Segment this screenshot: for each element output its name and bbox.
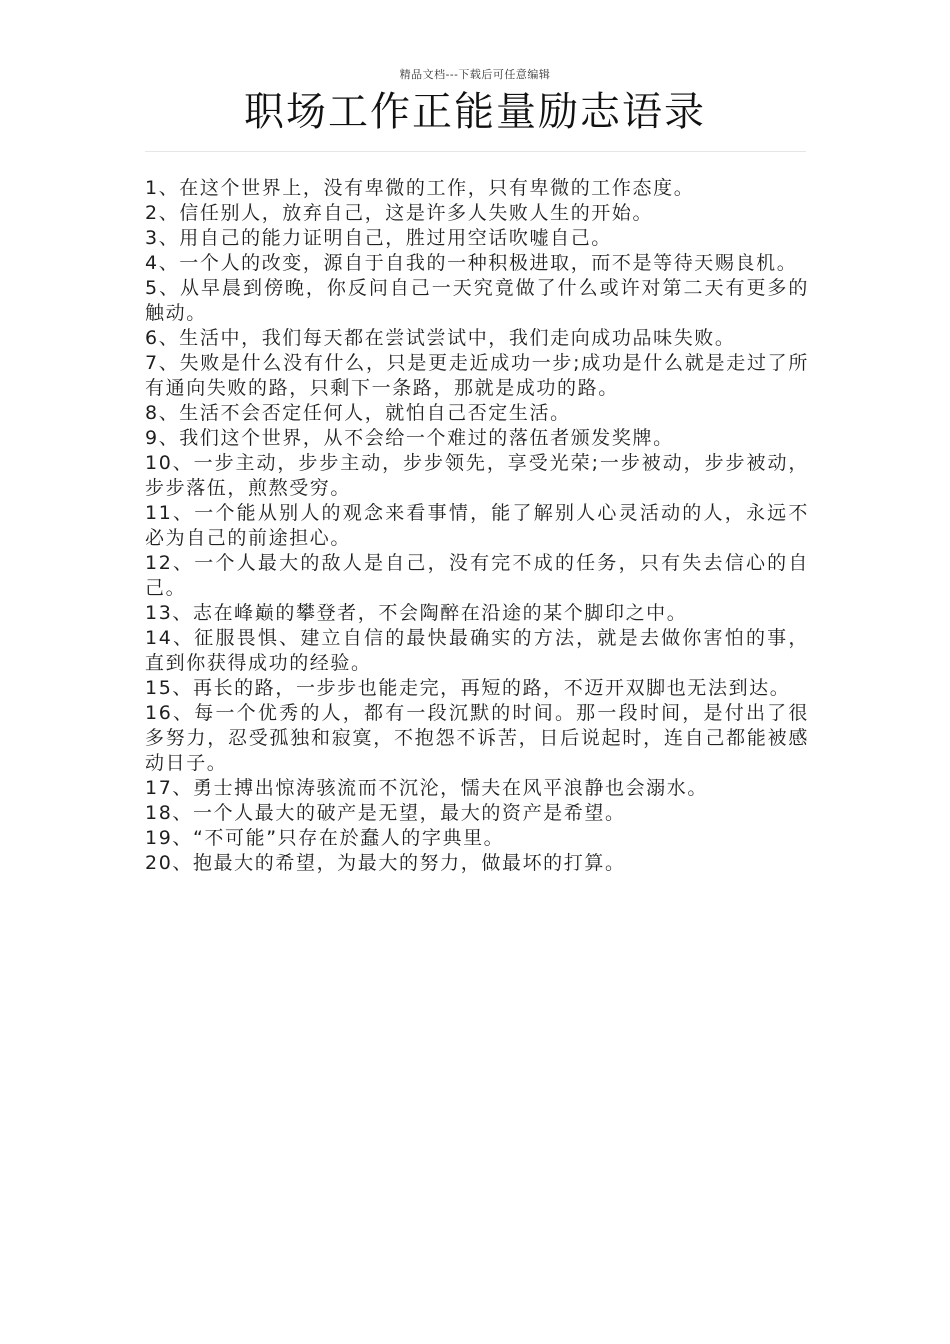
quote-item: 14、征服畏惧、建立自信的最快最确实的方法，就是去做你害怕的事，直到你获得成功的经验。 (145, 627, 809, 674)
title-divider (145, 151, 806, 152)
quote-item: 1、在这个世界上，没有卑微的工作，只有卑微的工作态度。 (145, 177, 695, 199)
quote-item: 9、我们这个世界，从不会给一个难过的落伍者颁发奖牌。 (145, 427, 674, 449)
quote-list (145, 176, 809, 876)
quote-item: 6、生活中，我们每天都在尝试尝试中，我们走向成功品味失败。 (145, 327, 736, 349)
quote-item: 11、一个能从别人的观念来看事情，能了解别人心灵活动的人，永远不必为自己的前途担心。 (145, 502, 809, 549)
quote-item: 13、志在峰巅的攀登者，不会陶醉在沿途的某个脚印之中。 (145, 602, 688, 624)
quote-item: 5、从早晨到傍晚，你反问自己一天究竟做了什么或许对第二天有更多的触动。 (145, 277, 809, 324)
quote-item: 19、“不可能”只存在於蠢人的字典里。 (145, 827, 505, 849)
quote-item: 10、一步主动，步步主动，步步领先，享受光荣;一步被动，步步被动，步步落伍，煎熬受穷。 (145, 452, 809, 499)
quote-item: 3、用自己的能力证明自己，胜过用空话吹嘘自己。 (145, 227, 612, 249)
quote-item: 16、每一个优秀的人，都有一段沉默的时间。那一段时间，是付出了很多努力，忍受孤独和寂寞，不抱怨不诉苦，日后说起时，连自己都能被感动日子。 (145, 702, 809, 774)
quote-item: 17、勇士搏出惊涛骇流而不沉沦，懦夫在风平浪静也会溺水。 (145, 777, 708, 799)
quote-item: 20、抱最大的希望，为最大的努力，做最坏的打算。 (145, 852, 626, 874)
quote-item: 8、生活不会否定任何人，就怕自己否定生活。 (145, 402, 571, 424)
page-title: 职场工作正能量励志语录 (244, 89, 706, 135)
quote-item: 7、失败是什么没有什么，只是更走近成功一步;成功是什么就是走过了所有通向失败的路，只剩下一条路，那就是成功的路。 (145, 352, 809, 399)
quote-item: 2、信任别人，放弃自己，这是许多人失败人生的开始。 (145, 202, 654, 224)
quote-item: 18、一个人最大的破产是无望，最大的资产是希望。 (145, 802, 626, 824)
quote-item: 12、一个人最大的敌人是自己，没有完不成的任务，只有失去信心的自己。 (145, 552, 809, 599)
quote-item: 15、再长的路，一步步也能走完，再短的路，不迈开双脚也无法到达。 (145, 677, 791, 699)
header-note: 精品文档---下载后可任意编辑 (399, 68, 551, 81)
quote-item: 4、一个人的改变，源自于自我的一种积极进取，而不是等待天赐良机。 (145, 252, 798, 274)
